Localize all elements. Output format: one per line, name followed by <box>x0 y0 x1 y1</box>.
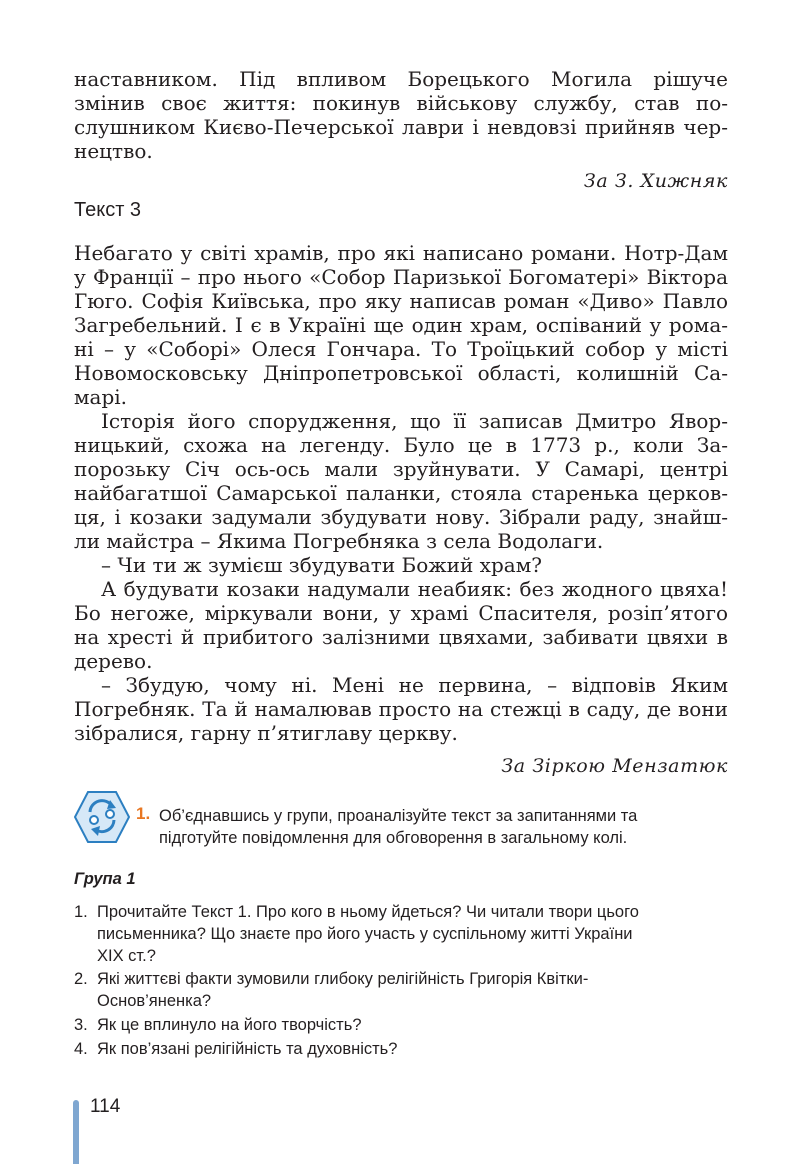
text-line: ні – у «Соборі» Олеся Гончара. То Троїцький собор у місті <box>74 337 728 361</box>
text-line: дерево. <box>74 649 153 673</box>
task-number: 1. <box>136 804 151 823</box>
text-line: порозьку Січ ось-ось мали зруйнувати. У Самарі, центрі <box>74 457 728 481</box>
task-text: Об’єднавшись у групи, проаналізуйте текст за запитаннями та <box>159 807 638 825</box>
text-line: ницький, схожа на легенду. Було це в 1773 р., коли За- <box>74 433 728 457</box>
text-line: марі. <box>74 385 128 409</box>
text-line: Погребняк. Та й намалював просто на стежці в саду, де вони <box>74 697 728 721</box>
text-line: у Франції – про нього «Собор Паризької Богоматері» Віктора <box>74 265 728 289</box>
text-line: ли майстра – Якима Погребняка з села Водолаги. <box>74 529 604 553</box>
page-margin-bar <box>73 1100 79 1164</box>
author-signature: За Зіркою Мензатюк <box>501 755 728 777</box>
text-line: Небагато у світі храмів, про які написано романи. Нотр-Дам <box>74 241 728 265</box>
question-text: Як пов’язані релігійність та духовність? <box>97 1040 398 1058</box>
question-number: 1. <box>74 903 88 921</box>
question-text: XIX ст.? <box>97 947 156 965</box>
author-signature: За З. Хижняк <box>583 170 728 192</box>
question-text: Які життєві факти зумовили глибоку релігійність Григорія Квітки- <box>97 970 589 988</box>
text-line: слушником Києво-Печерської лаври і невдовзі прийняв чер- <box>74 115 728 139</box>
page-number: 114 <box>90 1096 121 1117</box>
question-number: 2. <box>74 970 88 988</box>
text-line: ця, і козаки задумали збудувати нову. Зібрали раду, знайш- <box>74 505 728 529</box>
text-line: нецтво. <box>74 139 153 163</box>
group-work-icon <box>74 790 130 844</box>
text-line: – Чи ти ж зумієш збудувати Божий храм? <box>101 553 542 577</box>
question-text: Як це вплинуло на його творчість? <box>97 1016 362 1034</box>
question-number: 4. <box>74 1040 88 1058</box>
text-line: Історія його спорудження, що її записав Дмитро Явор- <box>101 409 728 433</box>
question-text: Основ’яненка? <box>97 992 212 1010</box>
text-line: наставником. Під впливом Борецького Могила рішуче <box>74 67 728 91</box>
text-line: Загребельний. І є в Україні ще один храм, оспіваний у рома- <box>74 313 728 337</box>
text-line: Гюго. Софія Київська, про яку написав роман «Диво» Павло <box>74 289 728 313</box>
text-line: найбагатшої Самарської паланки, стояла старенька церков- <box>74 481 728 505</box>
text-line: Новомосковську Дніпропетровської області, колишній Са- <box>74 361 728 385</box>
text-line: на хресті й прибитого залізними цвяхами, забивати цвяхи в <box>74 625 728 649</box>
task-text: підготуйте повідомлення для обговорення в загальному колі. <box>159 829 628 847</box>
text-line: змінив своє життя: покинув військову службу, став по- <box>74 91 728 115</box>
text-line: А будувати козаки надумали неабияк: без жодного цвяха! <box>101 577 728 601</box>
text-line: зібралися, гарну п’ятиглаву церкву. <box>74 721 458 745</box>
question-text: письменника? Що знаєте про його участь у суспільному житті України <box>97 925 633 943</box>
section-heading: Текст 3 <box>74 199 142 221</box>
text-line: – Збудую, чому ні. Мені не первина, – відповів Яким <box>101 673 728 697</box>
question-number: 3. <box>74 1016 88 1034</box>
question-text: Прочитайте Текст 1. Про кого в ньому йдеться? Чи читали твори цього <box>97 903 639 921</box>
text-line: Бо негоже, міркували вони, у храмі Спасителя, розіп’ятого <box>74 601 728 625</box>
group-heading: Група 1 <box>74 870 136 888</box>
